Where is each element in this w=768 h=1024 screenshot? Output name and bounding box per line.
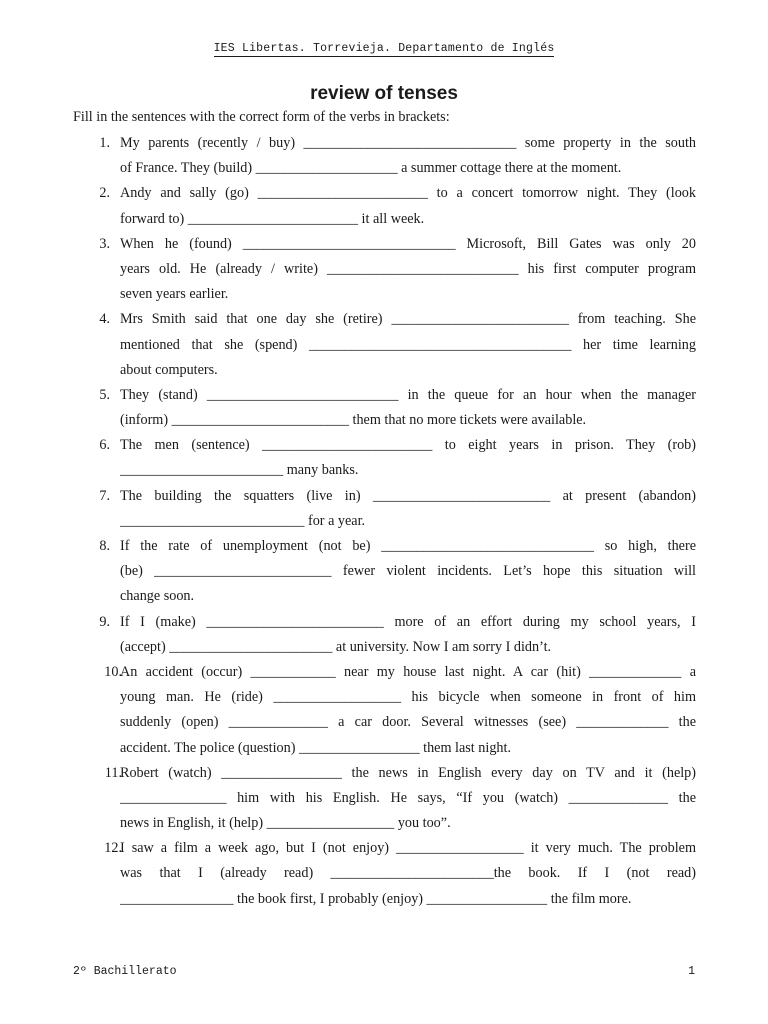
exercise-number: 4.	[99, 311, 110, 328]
exercise-line: mentioned that she (spend) _____________________________________ her time learning	[120, 336, 696, 353]
exercise-item	[0, 383, 768, 433]
exercise-line: When he (found) ______________________________ Microsoft, Bill Gates was only 20	[120, 235, 696, 252]
exercise-line: ________________ the book first, I probably (enjoy) _________________ the film more.	[120, 890, 632, 907]
exercise-number: 3.	[99, 235, 110, 252]
exercise-line: _______________________ many banks.	[120, 462, 359, 479]
exercise-line: The men (sentence) ________________________ to eight years in prison. They (rob)	[120, 437, 696, 454]
exercise-number: 7.	[99, 487, 110, 504]
school-name: IES Libertas. Torrevieja. Departamento de Inglés	[213, 42, 555, 55]
exercise-item	[0, 534, 768, 610]
exercise-line: Robert (watch) _________________ the news in English every day on TV and it (help)	[120, 764, 696, 781]
exercise-item	[0, 660, 768, 761]
exercise-line: _______________ him with his English. He says, “If you (watch) ______________ the	[120, 789, 696, 806]
exercise-line: (be) _________________________ fewer violent incidents. Let’s hope this situation will	[120, 563, 696, 580]
exercise-number: 1.	[99, 135, 110, 151]
exercise-line: (inform) _________________________ them that no more tickets were available.	[120, 412, 587, 429]
exercise-line: suddenly (open) ______________ a car door. Several witnesses (see) _____________ the	[120, 714, 696, 731]
exercise-item	[0, 232, 768, 308]
page-number: 1	[688, 965, 695, 978]
exercise-number: 9.	[99, 613, 110, 630]
instructions: Fill in the sentences with the correct form of the verbs in brackets:	[73, 109, 450, 125]
exercise-line: Andy and sally (go) ________________________ to a concert tomorrow night. They (look	[120, 185, 696, 202]
page-title: review of tenses	[310, 83, 458, 104]
exercise-line: They (stand) ___________________________ in the queue for an hour when the manager	[120, 386, 696, 403]
exercise-item	[0, 836, 768, 912]
exercise-number: 5.	[99, 386, 110, 403]
exercise-line: news in English, it (help) __________________ you too”.	[120, 815, 451, 832]
exercise-line: forward to) ________________________ it all week.	[120, 210, 425, 227]
exercise-line: was that I (already read) _______________________the book. If I (not read)	[120, 865, 696, 882]
exercise-number: 6.	[99, 437, 110, 454]
exercise-line: I saw a film a week ago, but I (not enjoy) __________________ it very much. The problem	[120, 840, 696, 857]
exercise-line: If I (make) _________________________ more of an effort during my school years, I	[120, 613, 696, 630]
exercise-item	[0, 131, 768, 181]
exercise-line: Mrs Smith said that one day she (retire) _________________________ from teaching. She	[120, 311, 696, 328]
exercise-line: young man. He (ride) __________________ his bicycle when someone in front of him	[120, 689, 696, 706]
exercise-line: An accident (occur) ____________ near my house last night. A car (hit) _____________ a	[120, 663, 696, 680]
exercise-number: 12.	[104, 840, 122, 857]
exercise-item	[0, 181, 768, 231]
exercise-line: about computers.	[120, 361, 218, 378]
exercise-line: change soon.	[120, 588, 195, 605]
exercise-number: 10.	[104, 663, 122, 680]
exercise-item	[0, 307, 768, 383]
exercise-number: 2.	[99, 185, 110, 202]
exercise-line: accident. The police (question) _________________ them last night.	[120, 739, 512, 756]
exercise-line: __________________________ for a year.	[120, 512, 366, 529]
exercise-item	[0, 433, 768, 483]
exercise-line: My parents (recently / buy) ______________________________ some property in the south	[120, 135, 696, 151]
exercise-line: The building the squatters (live in) _________________________ at present (abandon)	[120, 487, 696, 504]
course-label: 2º Bachillerato	[73, 965, 177, 978]
exercise-list	[0, 131, 768, 912]
page-header	[0, 42, 768, 55]
exercise-line: If the rate of unemployment (not be) ______________________________ so high, there	[120, 538, 696, 554]
exercise-line: seven years earlier.	[120, 286, 229, 303]
exercise-number: 8.	[99, 538, 110, 554]
exercise-line: (accept) _______________________ at university. Now I am sorry I didn’t.	[120, 638, 552, 655]
exercise-line: years old. He (already / write) ___________________________ his first computer program	[120, 260, 696, 277]
exercise-item	[0, 761, 768, 837]
exercise-number: 11.	[104, 764, 122, 781]
exercise-line: of France. They (build) ____________________ a summer cottage there at the moment.	[120, 160, 622, 177]
exercise-item	[0, 484, 768, 534]
exercise-item	[0, 610, 768, 660]
